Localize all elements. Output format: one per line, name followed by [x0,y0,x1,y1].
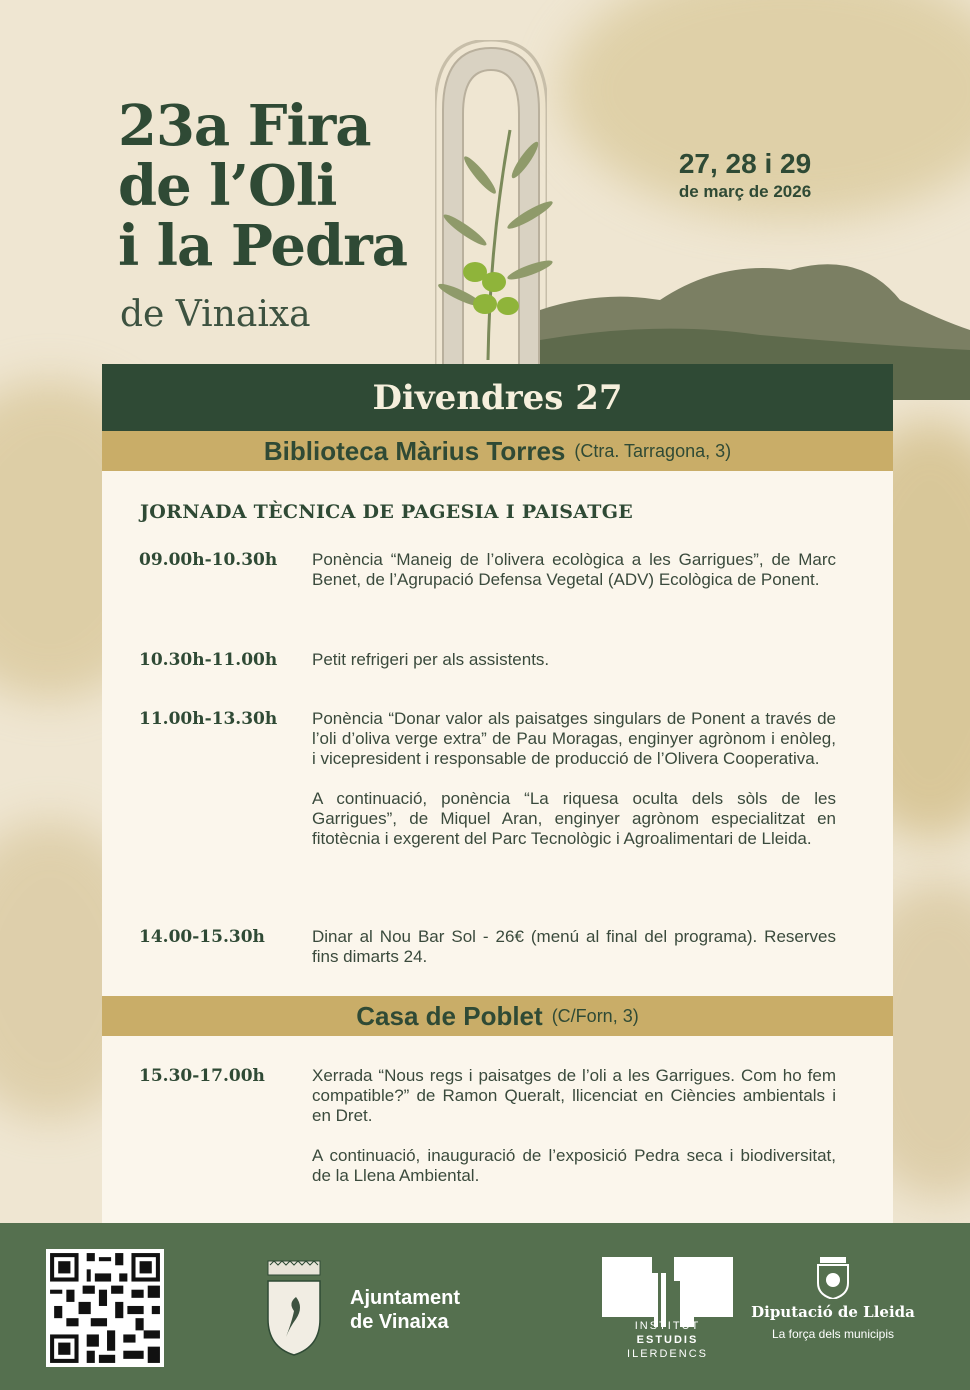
event-dates [640,148,850,202]
event-time: 09.00h-10.30h [139,550,278,570]
event-paragraph: A continuació, inauguració de l’exposició Pedra seca i biodiversitat, de la Llena Ambiental. [312,1146,836,1185]
venue-address: (C/Forn, 3) [551,1005,639,1026]
diputacio-logo [748,1255,918,1365]
title-line: 23a Fira [118,93,371,159]
iec-line: ESTUDIS [636,1334,699,1346]
title-line: i la Pedra [118,213,408,279]
event-paragraph: A continuació, ponència “La riquesa oculta dels sòls de les Garrigues”, de Miquel Aran, enginyer agrònom especialitzat en fitotècnia i exgerent del Parc Tecnològic i Agroalimentari de Lleida. [312,789,836,848]
event-description [312,650,836,690]
venue-name: Casa de Poblet [356,1000,543,1031]
event-description [312,709,836,869]
title-line: de l’Oli [118,153,337,219]
iec-line: ILERDENCS [627,1348,708,1360]
diputacio-name: Diputació de Lleida [751,1303,915,1321]
event-time: 14.00-15.30h [139,927,265,947]
event-description [312,1066,836,1206]
sponsor-footer [0,1223,970,1390]
event-time: 11.00h-13.30h [139,709,278,729]
event-paragraph: Petit refrigeri per als assistents. [312,650,550,669]
iec-line: INSTITUT [634,1320,701,1332]
dates-sub: de març de 2026 [678,182,812,201]
venue-header [102,431,893,471]
event-paragraph: Ponència “Maneig de l’olivera ecològica a les Garrigues”, de Marc Benet, de l’Agrupació Defensa Vegetal (ADV) Ecològica de Ponent. [312,550,836,589]
vinaixa-shield-icon [264,1257,324,1357]
event-paragraph: Ponència “Donar valor als paisatges singulars de Ponent a través de l’oli d’oliva verge extra” de Pau Moragas, enginyer agrònom i enòleg, i vicepresident i responsable de producció de l’Olivera Cooperativa. [312,709,836,768]
event-description [312,927,836,987]
program-card [102,364,893,1224]
dates-main: 27, 28 i 29 [678,148,812,179]
ajuntament-line: de Vinaixa [350,1311,449,1333]
section-title: JORNADA TÈCNICA DE PAGESIA I PAISATGE [140,501,634,523]
diputacio-slogan: La força dels municipis [771,1327,895,1341]
event-paragraph: Dinar al Nou Bar Sol - 26€ (menú al final del programa). Reserves fins dimarts 24. [312,927,836,966]
ajuntament-logo-text [350,1286,460,1334]
venue-address: (Ctra. Tarragona, 3) [574,440,732,461]
poster-subtitle: de Vinaixa [120,294,311,335]
diputacio-crest-icon [816,1255,850,1299]
qr-code-icon[interactable] [46,1249,164,1367]
day-header: Divendres 27 [102,364,893,431]
venue-name: Biblioteca Màrius Torres [263,435,566,466]
event-description [312,550,836,610]
event-paragraph: Xerrada “Nous regs i paisatges de l’oli a les Garrigues. Com ho fem compatible?” de Ramon Queralt, llicenciat en Ciències ambientals i en Dret. [312,1066,836,1125]
ajuntament-line: Ajuntament [350,1287,460,1309]
event-time: 15.30-17.00h [139,1066,265,1086]
iec-logo-icon [600,1253,735,1363]
venue-header [102,996,893,1036]
event-time: 10.30h-11.00h [139,650,278,670]
poster-title [118,93,408,279]
